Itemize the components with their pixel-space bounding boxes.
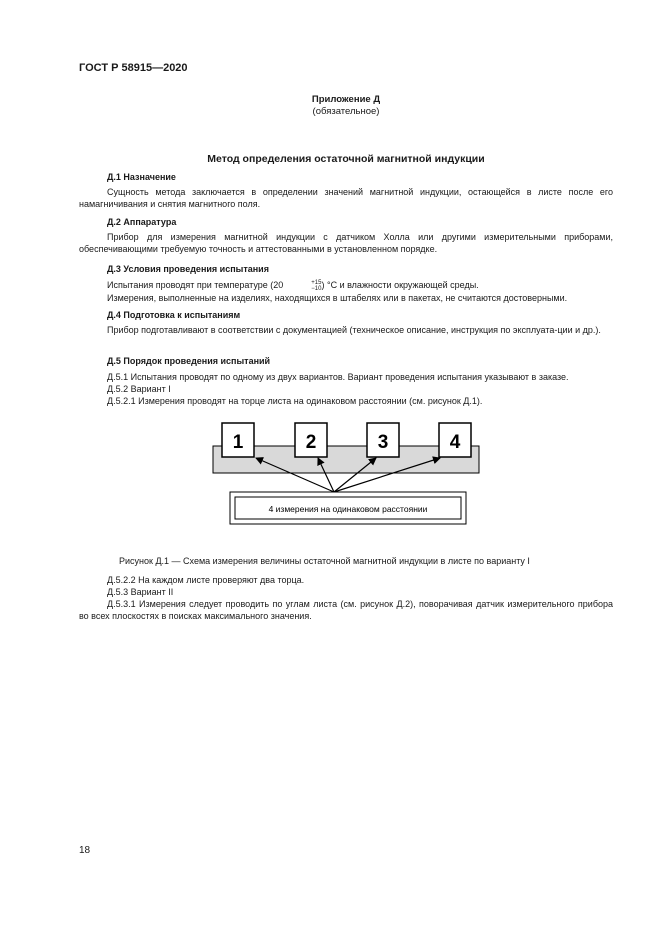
section-heading-d3: Д.3 Условия проведения испытания [107,264,269,274]
paragraph-d5-2-1: Д.5.2.1 Измерения проводят на торце листа на одинаковом расстоянии (см. рисунок Д.1). [107,396,483,406]
section-text-d1: Сущность метода заключается в определении значений магнитной индукции, остающейся в листе после его намагничивания и снятия магнитного поля. [79,187,613,209]
paragraph-d5-2-2: Д.5.2.2 На каждом листе проверяют два торца. [107,575,305,585]
section-heading-d4: Д.4 Подготовка к испытаниям [107,310,241,320]
paragraph-d5-3-1: Д.5.3.1 Измерения следует проводить по углам листа (см. рисунок Д.2), поворачивая датчик измерительного прибора во всех плоскостях в поисках максимального значения. [79,599,613,621]
temperature-upper-tolerance: +15 [311,279,322,286]
section-text-d2: Прибор для измерения магнитной индукции с датчиком Холла или другими измерительными приборами, обеспечивающими требуемую точность и аттестованными в установленном порядке. [79,232,613,254]
temperature-lower-tolerance: −10 [311,285,322,292]
section-heading-d1: Д.1 Назначение [107,172,176,182]
section-text-d3-validity: Измерения, выполненные на изделиях, находящихся в штабелях или в пакетах, не считаются достоверными. [107,293,568,303]
page-number: 18 [79,845,91,856]
method-title: Метод определения остаточной магнитной индукции [207,153,485,165]
paragraph-d5-2: Д.5.2 Вариант I [107,384,171,394]
annex-title: Приложение Д [311,94,381,105]
paragraph-d5-1: Д.5.1 Испытания проводят по одному из двух вариантов. Вариант проведения испытания указывают в заказе. [107,372,569,382]
section-heading-d2: Д.2 Аппаратура [107,217,177,227]
temperature-text-prefix: Испытания проводят при температуре (20 [107,280,284,290]
sensor-number-1: 1 [232,432,244,453]
document-code: ГОСТ Р 58915—2020 [79,62,188,74]
paragraph-d5-3: Д.5.3 Вариант II [107,587,174,597]
section-text-d4: Прибор подготавливают в соответствии с документацией (техническое описание, инструкция по эксплуата-ции и др.). [107,325,601,335]
sensor-number-2: 2 [305,432,317,453]
sensor-number-3: 3 [377,432,389,453]
sensor-number-4: 4 [449,432,461,453]
annex-status: (обязательное) [312,106,380,117]
section-heading-d5: Д.5 Порядок проведения испытаний [107,356,271,366]
temperature-text-suffix: ) °С и влажности окружающей среды. [321,280,479,290]
measurement-label: 4 измерения на одинаковом расстоянии [268,504,428,514]
figure-caption: Рисунок Д.1 — Схема измерения величины остаточной магнитной индукции в листе по варианту I [119,556,530,566]
